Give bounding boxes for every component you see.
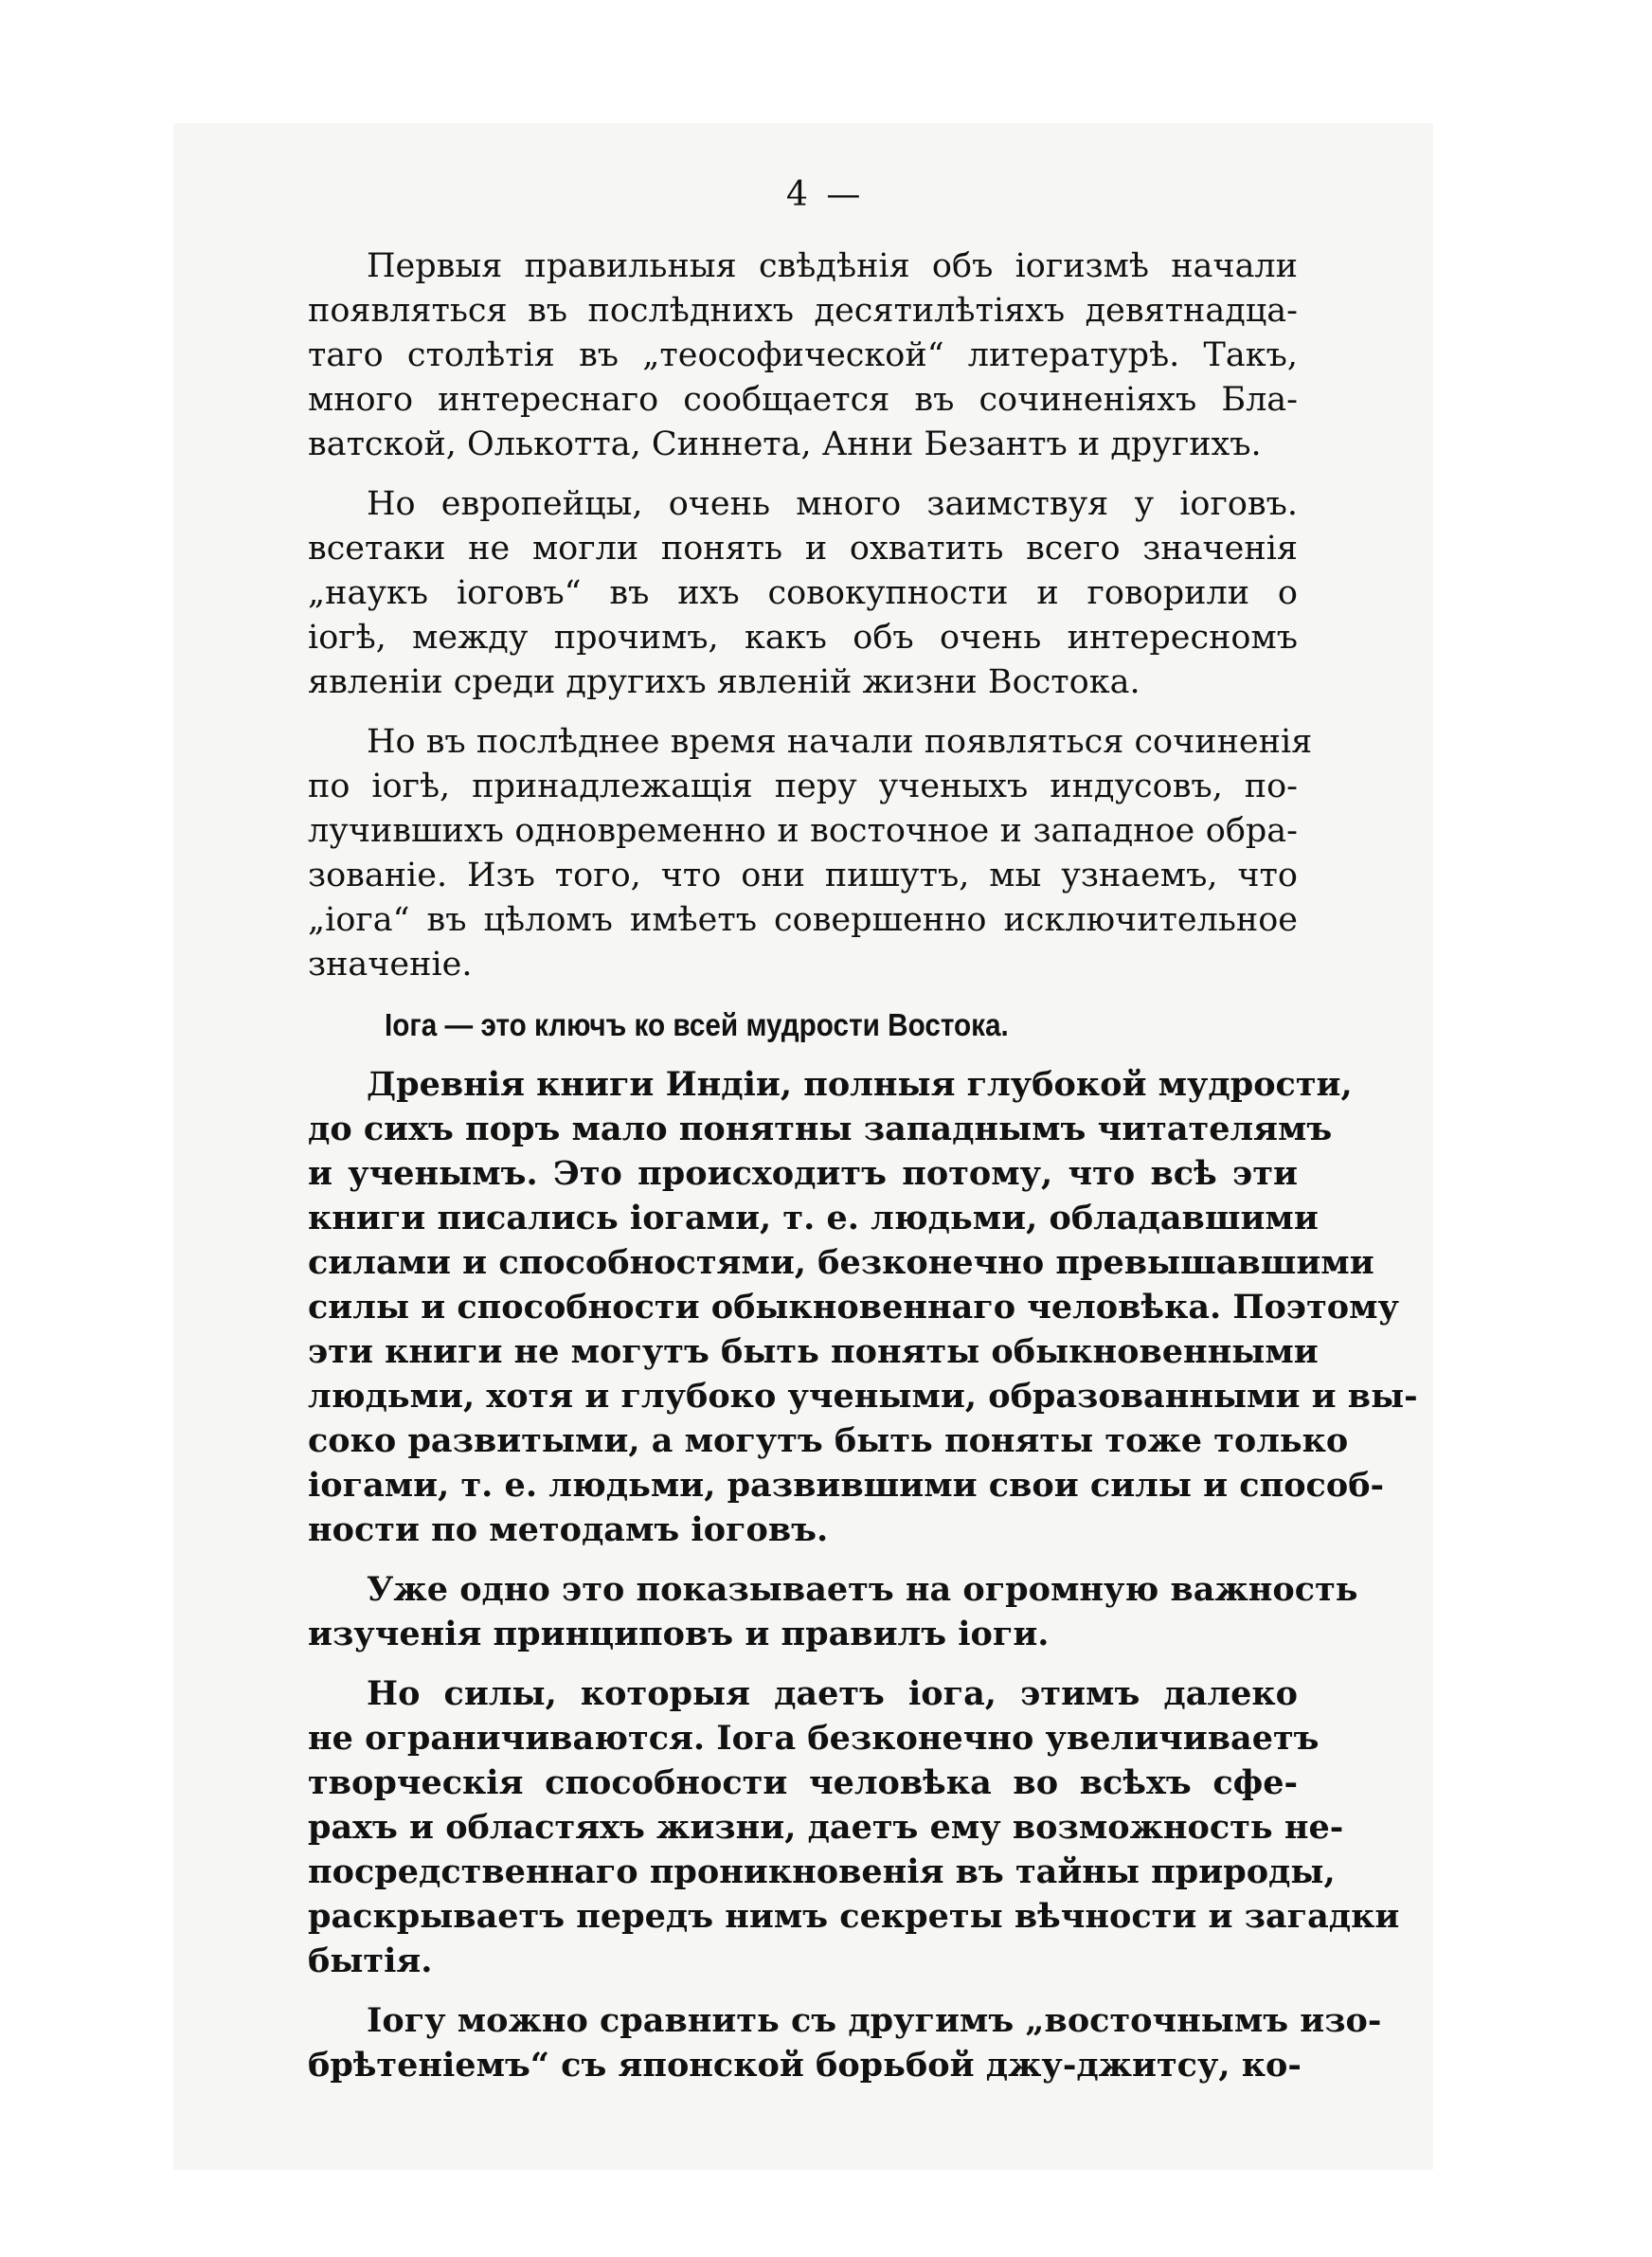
- text-line: Уже одно это показываетъ на огромную важность: [367, 1570, 1358, 1609]
- text-line: Первыя правильныя свѣдѣнія объ іогизмѣ начали: [367, 247, 1298, 285]
- paragraph-3: [308, 720, 1313, 987]
- text-line: людьми, хотя и глубоко учеными, образованными и вы-: [308, 1377, 1418, 1416]
- text-line: соко развитыми, а могутъ быть поняты тоже только: [308, 1421, 1349, 1460]
- text-line: изученія принциповъ и правилъ іоги.: [308, 1615, 1050, 1653]
- text-line: Іогу можно сравнить съ другимъ „восточнымъ изо-: [367, 2001, 1382, 2040]
- text-line: бытія.: [308, 1941, 433, 1980]
- text-line: значеніе.: [308, 946, 473, 984]
- text-line: эти книги не могутъ быть поняты обыкновенными: [308, 1332, 1319, 1371]
- text-line: не ограничиваются. Іога безконечно увеличиваетъ: [308, 1719, 1320, 1758]
- text-line: лучившихъ одновременно и восточное и западное обра-: [308, 812, 1298, 850]
- paragraph-5: [308, 1567, 1358, 1656]
- text-body: [308, 244, 1418, 2103]
- paragraph-1: [308, 244, 1298, 467]
- text-line: ности по методамъ іоговъ.: [308, 1510, 829, 1549]
- text-line: іогѣ, между прочимъ, какъ объ очень интересномъ: [308, 619, 1298, 657]
- page-number: 4 —: [786, 175, 865, 214]
- paragraph-7: [308, 1998, 1382, 2087]
- text-line: книги писались іогами, т. е. людьми, обладавшими: [308, 1199, 1319, 1237]
- text-line: творческія способности человѣка во всѣхъ сфе-: [308, 1763, 1298, 1802]
- text-line: зованіе. Изъ того, что они пишутъ, мы узнаемъ, что: [308, 857, 1298, 894]
- text-line: посредственнаго проникновенія въ тайны природы,: [308, 1852, 1336, 1891]
- text-line: Но въ послѣднее время начали появляться сочиненія: [367, 723, 1313, 761]
- text-line: брѣтеніемъ“ съ японской борьбой джу-джитсу, ко-: [308, 2046, 1302, 2085]
- text-line: всетаки не могли понять и охватить всего значенія: [308, 530, 1298, 568]
- paragraph-2: [308, 482, 1298, 705]
- text-line: Но силы, которыя даетъ іога, этимъ далеко: [367, 1674, 1298, 1713]
- paragraph-6: [308, 1671, 1400, 1983]
- section-heading: Іога — это ключъ ко всей мудрости Востока.: [385, 1007, 1009, 1042]
- text-line: раскрываетъ передъ нимъ секреты вѣчности и загадки: [308, 1897, 1400, 1936]
- text-line: „наукъ іоговъ“ въ ихъ совокупности и говорили о: [308, 574, 1298, 612]
- text-line: силы и способности обыкновеннаго человѣка. Поэтому: [308, 1288, 1399, 1327]
- text-line: ватской, Олькотта, Синнета, Анни Безантъ и другихъ.: [308, 425, 1262, 463]
- text-line: таго столѣтія въ „теософической“ литературѣ. Такъ,: [308, 336, 1298, 374]
- text-line: силами и способностями, безконечно превышавшими: [308, 1243, 1374, 1282]
- text-line: Но европейцы, очень много заимствуя у іоговъ.: [367, 485, 1298, 523]
- text-line: появляться въ послѣднихъ десятилѣтіяхъ девятнадца-: [308, 292, 1298, 330]
- text-line: и ученымъ. Это происходитъ потому, что всѣ эти: [308, 1154, 1298, 1193]
- text-line: іогами, т. е. людьми, развившими свои силы и способ-: [308, 1466, 1385, 1505]
- text-line: до сихъ поръ мало понятны западнымъ читателямъ: [308, 1110, 1333, 1148]
- text-line: по іогѣ, принадлежащія перу ученыхъ индусовъ, по-: [308, 767, 1298, 805]
- text-line: много интереснаго сообщается въ сочиненіяхъ Бла-: [308, 381, 1298, 419]
- text-line: Древнія книги Индіи, полныя глубокой мудрости,: [367, 1065, 1353, 1104]
- paragraph-4: [308, 1062, 1418, 1552]
- text-line: „іога“ въ цѣломъ имѣетъ совершенно исключительное: [308, 901, 1298, 939]
- text-line: рахъ и областяхъ жизни, даетъ ему возможность не-: [308, 1808, 1344, 1847]
- text-line: явленіи среди другихъ явленій жизни Востока.: [308, 663, 1140, 701]
